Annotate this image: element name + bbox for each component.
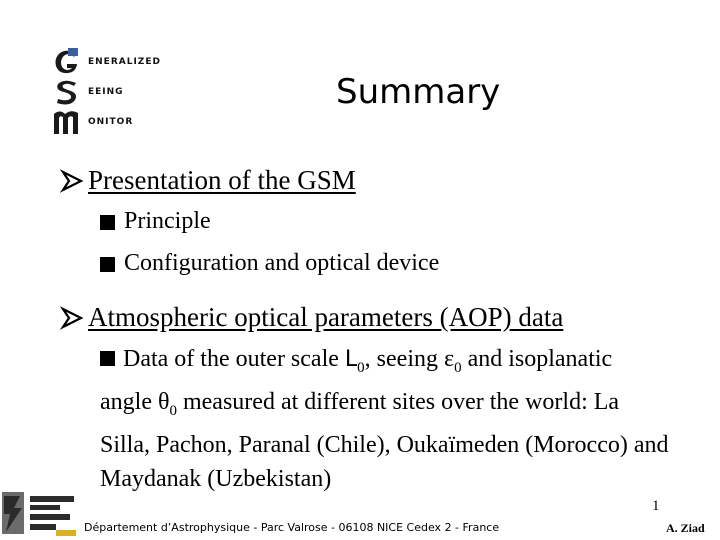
arrow-bullet-icon [60,306,84,330]
logo-letter-g [52,48,82,76]
logo-row-seeing [52,78,124,106]
square-bullet-icon [100,257,115,272]
section-heading-gsm: Presentation of the GSM [60,165,356,196]
gsm-logo [52,48,172,136]
logo-letter-m [52,108,82,136]
university-logo [0,488,84,540]
aop-description: Data of the outer scale $L_0$, seeing $\varepsilon_0$ and isoplanatic angle $\theta_0$ measured at different sites over the world: La Silla, Pachon, Paranal (Chile), Oukaïmeden (Morocco) and Maydanak (Uzbekistan) [100,346,669,492]
logo-word-monitor: ONITOR [88,117,134,127]
logo-letter-s [52,78,82,106]
square-bullet-icon [100,351,115,366]
section-heading-aop: Atmospheric optical parameters (AOP) data [60,302,563,333]
logo-row-monitor [52,108,133,136]
slide-title: Summary [336,72,501,112]
list-item-configuration: Configuration and optical device [100,250,439,277]
list-item-principle: Principle [100,208,211,235]
logo-word-generalized: ENERALIZED [88,57,161,67]
logo-word-seeing: EEING [88,87,124,97]
page-number: 1 [652,498,660,514]
logo-row-generalized [52,48,161,76]
square-bullet-icon [100,215,115,230]
footer-department: Département d’Astrophysique - Parc Valrose - 06108 NICE Cedex 2 - France [84,521,500,534]
arrow-bullet-icon [60,169,84,193]
footer-author: A. Ziad [666,521,705,535]
